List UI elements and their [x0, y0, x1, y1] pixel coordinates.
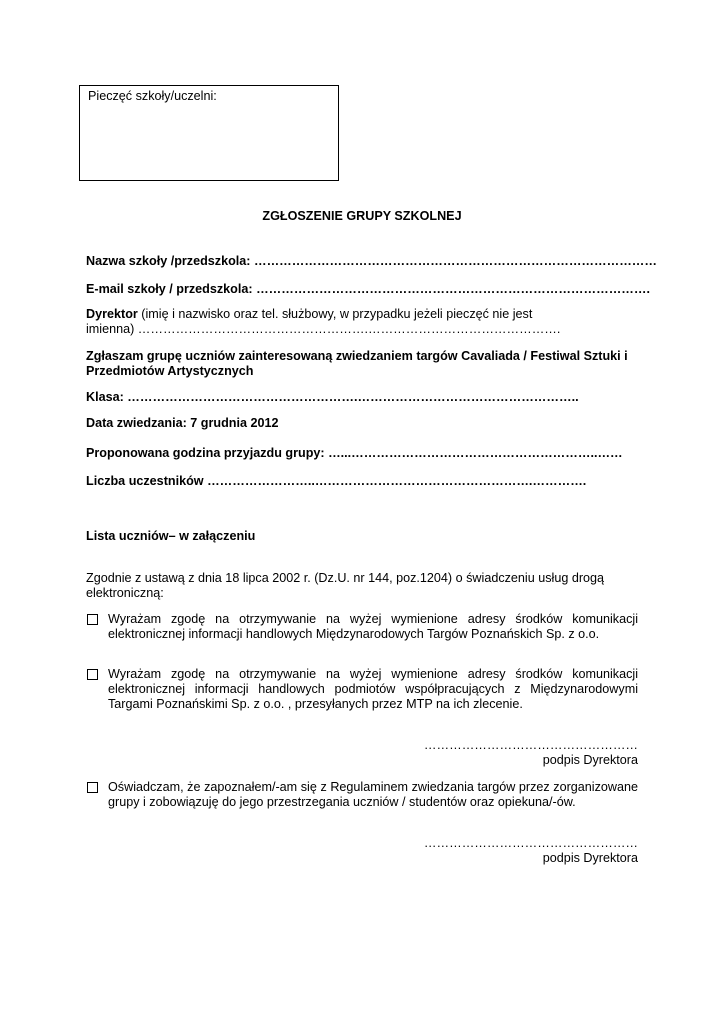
school-name-label: Nazwa szkoły /przedszkola: [86, 254, 251, 268]
form-title: ZGŁOSZENIE GRUPY SZKOLNEJ [262, 209, 462, 223]
regulation-text: Oświadczam, że zapoznałem/-am się z Regulaminem zwiedzania targów przez zorganizowane grupy i zobowiązuję do jego przestrzegania uczniów / studentów oraz opiekuna/-ów. [108, 780, 638, 809]
law-text-line1: Zgodnie z ustawą z dnia 18 lipca 2002 r. (Dz.U. nr 144, poz.1204) o świadczeniu usług drogą [86, 571, 605, 585]
consent-text-1: Wyrażam zgodę na otrzymywanie na wyżej wymienione adresy środków komunikacji elektronicznej informacji handlowych Międzynarodowych Targów Poznańskich Sp. z o.o. [108, 612, 638, 641]
consent-text-2: Wyrażam zgodę na otrzymywanie na wyżej wymienione adresy środków komunikacji elektronicznej informacji handlowych podmiotów współpracujących z Międzynarodowymi Targami Poznańskimi Sp. z o.o. , przesyłanych przez MTP na ich zlecenie. [108, 667, 638, 711]
director-label: Dyrektor [86, 307, 138, 321]
law-text-line2: elektroniczną: [86, 586, 164, 600]
regulation-checkbox[interactable] [87, 782, 98, 793]
email-field [86, 282, 650, 297]
director-note: (imię i nazwisko oraz tel. służbowy, w przypadku jeżeli pieczęć nie jest [137, 307, 533, 321]
director-field [86, 307, 532, 322]
student-list-note: Lista uczniów– w załączeniu [86, 529, 256, 543]
director-line2: imienna) ……………………………………………….………………………………………. [86, 322, 561, 336]
signature-label-2: podpis Dyrektora [542, 851, 638, 865]
consent-checkbox-1[interactable] [87, 614, 98, 625]
signature-dots-2: …………………………………………… [423, 836, 638, 850]
email-dots: …………………………………………………………………………………. [252, 282, 650, 296]
arrival-time-field: Proponowana godzina przyjazdu grupy: …...…………………………………………………..…… [86, 446, 623, 460]
class-field: Klasa: ……………………………………………….…………………………………………….. [86, 390, 579, 404]
declaration-line1: Zgłaszam grupę uczniów zainteresowaną zwiedzaniem targów Cavaliada / Festiwal Sztuki i [86, 349, 628, 363]
email-label: E-mail szkoły / przedszkola: [86, 282, 253, 296]
stamp-label: Pieczęć szkoły/uczelni: [88, 89, 217, 103]
school-name-dots: …………………………………………………………………………………… [250, 254, 657, 268]
declaration-line2: Przedmiotów Artystycznych [86, 364, 254, 378]
participants-field: Liczba uczestników ……………………..…………………………………………….…………. [86, 474, 587, 488]
consent-checkbox-2[interactable] [87, 669, 98, 680]
signature-dots-1: …………………………………………… [423, 738, 638, 752]
signature-label-1: podpis Dyrektora [542, 753, 638, 767]
school-name-field [86, 254, 657, 269]
school-stamp-box [79, 85, 339, 181]
visit-date: Data zwiedzania: 7 grudnia 2012 [86, 416, 279, 430]
